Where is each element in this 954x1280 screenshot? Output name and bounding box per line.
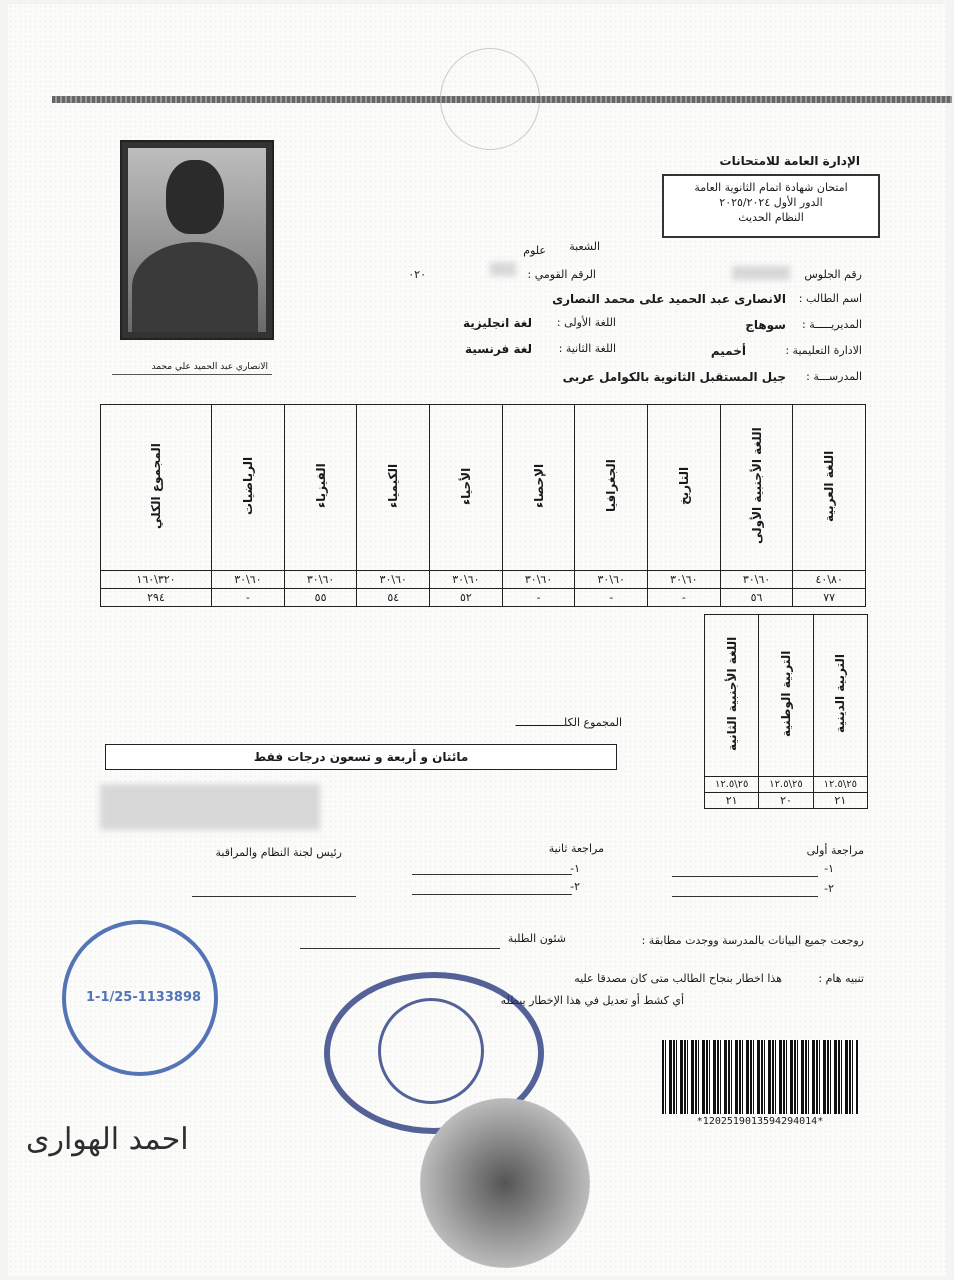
- score-cell: -: [212, 589, 285, 607]
- subject-header: الرياضيات: [212, 405, 285, 571]
- score-cell: ٧٧: [793, 589, 866, 607]
- seat-number-redacted: [732, 266, 790, 280]
- seat-label: رقم الجلوس: [804, 268, 862, 281]
- photo-caption-box: [112, 338, 272, 375]
- redacted-block: [100, 784, 320, 830]
- first-lang-value: لغة انجليزية: [462, 316, 532, 330]
- max-cell: ٦٠\٣٠: [648, 571, 721, 589]
- extra-score-cell: ٢١: [813, 793, 867, 809]
- admin-value: أخميم: [710, 344, 746, 358]
- grades-score-row: [101, 589, 866, 607]
- subject-header: التاريخ: [648, 405, 721, 571]
- student-photo: [120, 140, 274, 340]
- score-cell: -: [502, 589, 575, 607]
- committee-head-label: رئيس لجنة النظام والمراقبة: [215, 846, 342, 859]
- extra-subject-header: التربية الدينية: [813, 615, 867, 777]
- extra-score-row: [705, 793, 868, 809]
- national-id-redacted: [490, 262, 516, 276]
- extra-score-cell: ٢٠: [759, 793, 813, 809]
- affairs-signature: [300, 948, 500, 949]
- score-cell: ٥٦: [720, 589, 793, 607]
- notice-label: تنبيه هام :: [818, 972, 864, 985]
- first-review-n2: ٢-: [824, 882, 834, 895]
- score-cell: ٥٤: [357, 589, 430, 607]
- notice-line-2: أي كشط أو تعديل في هذا الإخطار يبطله: [500, 994, 684, 1007]
- notice-line-1: هذا اخطار بنجاح الطالب متى كان مصدقا عليه: [574, 972, 782, 985]
- round-photo-stamp: [420, 1098, 590, 1268]
- grades-max-row: [101, 571, 866, 589]
- admin-label: الادارة التعليمية :: [785, 344, 862, 357]
- national-id-value: ٠٢٠: [408, 268, 426, 281]
- first-review-n1: ١-: [824, 862, 834, 875]
- score-cell: ٢٩٤: [101, 589, 212, 607]
- subject-header: الفيزياء: [284, 405, 357, 571]
- committee-signature: [192, 896, 356, 897]
- school-value: جيل المستقبل الثانوية بالكوامل عربى: [562, 370, 786, 384]
- extra-max-cell: ٢٥\١٢.٥: [813, 777, 867, 793]
- photo-caption: الانصاري عبد الحميد علي محمد: [151, 362, 268, 372]
- second-review-signature: [412, 874, 572, 875]
- second-lang-value: لغة فرنسية: [465, 342, 532, 356]
- eagle-emblem-icon: [378, 998, 484, 1104]
- exam-line-3: النظام الحديث: [738, 211, 804, 224]
- extra-max-row: [705, 777, 868, 793]
- authority-title: الإدارة العامة للامتحانات: [719, 154, 860, 168]
- extra-max-cell: ٢٥\١٢.٥: [759, 777, 813, 793]
- max-cell: ٦٠\٣٠: [720, 571, 793, 589]
- barcode-text: *1202519013594294014*: [696, 1116, 824, 1127]
- second-review-n2: ٢-: [570, 880, 580, 893]
- score-cell: -: [575, 589, 648, 607]
- affairs-label: شئون الطلبة: [507, 932, 566, 945]
- score-cell: ٥٢: [430, 589, 503, 607]
- first-lang-label: اللغة الأولى :: [556, 316, 616, 329]
- extra-subject-header: اللغة الأجنبية الثانية: [705, 615, 759, 777]
- subject-header: الكيمياء: [357, 405, 430, 571]
- subject-header: الأحياء: [430, 405, 503, 571]
- max-cell: ٣٢٠\١٦٠: [101, 571, 212, 589]
- header-rule: [52, 96, 952, 103]
- grades-header-row: [101, 405, 866, 571]
- subject-header: المجموع الكلي: [101, 405, 212, 571]
- subject-header: اللغة العربية: [793, 405, 866, 571]
- max-cell: ٨٠\٤٠: [793, 571, 866, 589]
- certificate-paper: [8, 4, 946, 1276]
- division-label: الشعبة: [569, 240, 600, 253]
- second-review-signature-2: [412, 894, 572, 895]
- division-value: علوم: [523, 244, 546, 257]
- extra-score-cell: ٢١: [705, 793, 759, 809]
- second-lang-label: اللغة الثانية :: [558, 342, 616, 355]
- name-value: الانصارى عبد الحميد على محمد النصارى: [552, 292, 786, 306]
- first-review-label: مراجعة أولى: [806, 844, 864, 857]
- handwritten-name: احمد الهوارى: [26, 1122, 189, 1157]
- first-review-signature-2: [672, 896, 818, 897]
- max-cell: ٦٠\٣٠: [284, 571, 357, 589]
- school-label: المدرســـة :: [806, 370, 862, 383]
- school-stamp-blue: [62, 920, 218, 1076]
- exam-info-box: [662, 174, 880, 238]
- extra-header-row: [705, 615, 868, 777]
- total-label: المجموع الكلـــــــــــــــ: [515, 716, 622, 729]
- max-cell: ٦٠\٣٠: [357, 571, 430, 589]
- subject-header: الجغرافيا: [575, 405, 648, 571]
- verified-label: روجعت جميع البيانات بالمدرسة ووجدت مطابقة :: [641, 934, 864, 947]
- extra-subjects-table: [704, 614, 868, 809]
- name-label: اسم الطالب :: [798, 292, 862, 305]
- max-cell: ٦٠\٣٠: [430, 571, 503, 589]
- subject-header: الإحصاء: [502, 405, 575, 571]
- extra-max-cell: ٢٥\١٢.٥: [705, 777, 759, 793]
- stamp-code: 1-1/25-1133898: [86, 990, 202, 1005]
- directorate-value: سوهاج: [745, 318, 786, 332]
- exam-line-2: الدور الأول ٢٠٢٥/٢٠٢٤: [719, 196, 823, 209]
- exam-line-1: امتحان شهادة اتمام الثانوية العامة: [694, 181, 848, 194]
- barcode: [662, 1040, 858, 1114]
- max-cell: ٦٠\٣٠: [502, 571, 575, 589]
- second-review-n1: ١-: [570, 862, 580, 875]
- max-cell: ٦٠\٣٠: [575, 571, 648, 589]
- max-cell: ٦٠\٣٠: [212, 571, 285, 589]
- grades-table: [100, 404, 866, 607]
- directorate-label: المديريـــــة :: [802, 318, 862, 331]
- extra-subject-header: التربية الوطنية: [759, 615, 813, 777]
- subject-header: اللغة الأجنبية الأولى: [720, 405, 793, 571]
- national-id-label: الرقم القومي :: [527, 268, 596, 281]
- second-review-label: مراجعة ثانية: [548, 842, 604, 855]
- first-review-signature: [672, 876, 818, 877]
- score-cell: ٥٥: [284, 589, 357, 607]
- total-in-words: مائتان و أربعة و تسعون درجات فقط: [105, 744, 617, 770]
- score-cell: -: [648, 589, 721, 607]
